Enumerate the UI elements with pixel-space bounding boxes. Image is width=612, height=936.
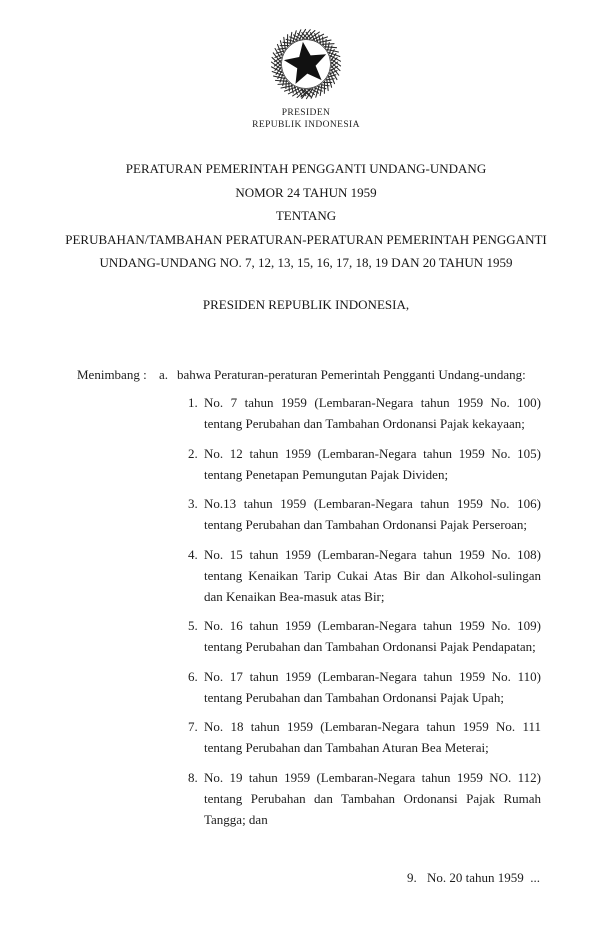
list-item-number: 8. [188,769,198,785]
title-line-5: UNDANG-UNDANG NO. 7, 12, 13, 15, 16, 17, 18, 19 DAN 20 TAHUN 1959 [99,255,513,270]
list-item-text: No.13 tahun 1959 (Lembaran-Negara tahun 1959 No. 106) tentang Perubahan dan Tambahan Ordonansi Pajak Perseroan; [204,496,541,532]
list-item-number: 7. [188,719,198,734]
list-item [188,767,541,830]
title-line-2: NOMOR 24 TAHUN 1959 [235,184,377,200]
list-item [188,493,541,535]
letterhead-line-republik-indonesia: REPUBLIK INDONESIA [252,120,360,130]
letterhead-line-presiden: PRESIDEN [281,108,331,118]
list-item-text: No. 7 tahun 1959 (Lembaran-Negara tahun 1959 No. 100) tentang Perubahan dan Tambahan Ordonansi Pajak kekayaan; [204,395,541,431]
list-item-number: 1. [188,395,198,410]
list-item [188,615,541,657]
title-line-3: TENTANG [275,208,337,223]
catchword-number: 9. [407,870,417,885]
letterhead [0,107,612,131]
regulation-list [188,392,541,838]
title-line-1: PERATURAN PEMERINTAH PENGGANTI UNDANG-UNDANG [125,161,487,176]
title-line-4: PERUBAHAN/TAMBAHAN PERATURAN-PERATURAN PEMERINTAH PENGGANTI [65,231,547,247]
salutation: PRESIDEN REPUBLIK INDONESIA, [202,297,410,312]
list-item-text: No. 15 tahun 1959 (Lembaran-Negara tahun 1959 No. 108) tentang Kenaikan Tarip Cukai Atas Bir dan Alkohol-sulingan dan Kenaikan Bea-masuk atas Bir; [204,546,541,604]
consideration-letter: a. [159,367,169,382]
list-item-text: No. 17 tahun 1959 (Lembaran-Negara tahun 1959 No. 110) tentang Perubahan dan Tambahan Ordonansi Pajak Upah; [204,668,541,705]
list-item-text: No. 19 tahun 1959 (Lembaran-Negara tahun 1959 NO. 112) tentang Perubahan dan Tambahan Ordonansi Pajak Rumah Tangga; dan [204,769,541,827]
list-item-number: 5. [188,618,198,633]
considerations-row [77,364,572,385]
list-item [188,666,541,708]
list-item-number: 2. [188,445,198,461]
list-item [188,544,541,607]
list-item [188,443,541,485]
list-item-text: No. 12 tahun 1959 (Lembaran-Negara tahun 1959 No. 105) tentang Penetapan Pemungutan Pajak Dividen; [204,445,541,482]
considerations-label: Menimbang : [77,367,147,382]
list-item-number: 3. [188,496,198,511]
list-item-number: 4. [188,546,198,562]
star-wreath-emblem-icon [267,24,345,106]
catchword-text: No. 20 tahun 1959 ... [427,870,541,885]
list-item-text: No. 18 tahun 1959 (Lembaran-Negara tahun 1959 No. 111 tentang Perubahan dan Tambahan Aturan Bea Meterai; [204,719,541,755]
list-item-number: 6. [188,668,198,684]
title-block [36,157,576,275]
list-item [188,716,541,758]
list-item [188,392,541,434]
consideration-intro: bahwa Peraturan-peraturan Pemerintah Pengganti Undang-undang: [177,367,526,382]
list-item-text: No. 16 tahun 1959 (Lembaran-Negara tahun 1959 No. 109) tentang Perubahan dan Tambahan Ordonansi Pajak Pendapatan; [204,618,541,654]
catchword [407,867,540,888]
